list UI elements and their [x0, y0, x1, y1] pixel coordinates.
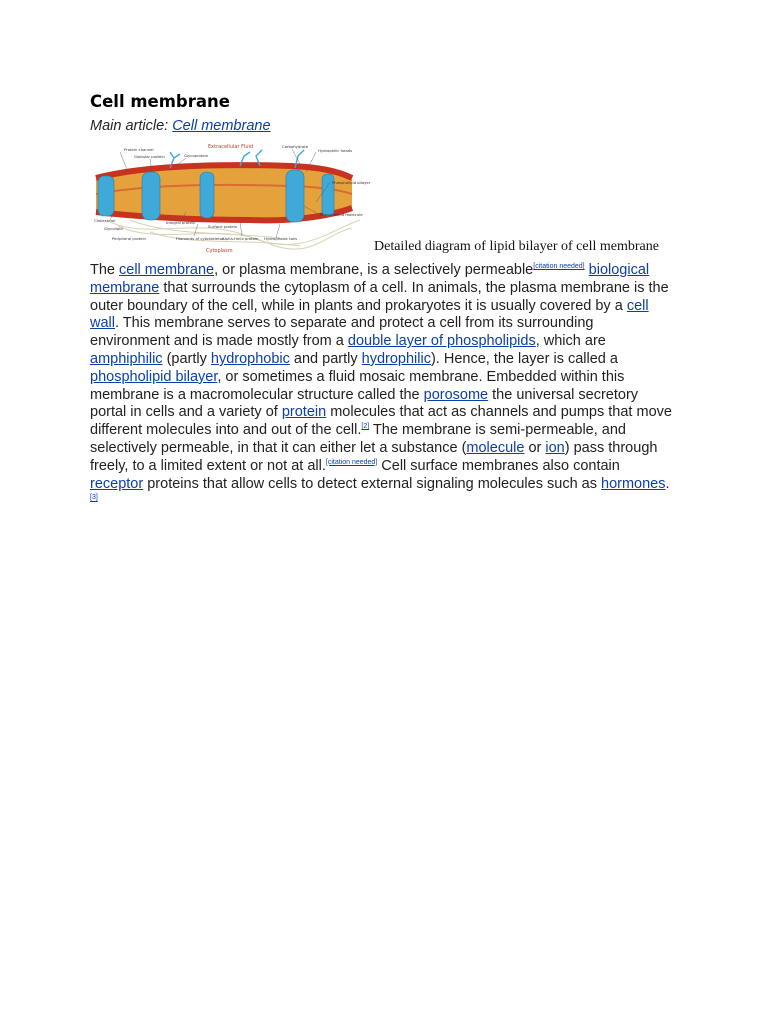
lipid-bilayer-diagram[interactable]	[90, 142, 372, 256]
article-section	[90, 90, 675, 511]
link-biological-membrane[interactable]: biological membrane	[90, 262, 650, 296]
link-protein[interactable]: protein	[281, 404, 327, 421]
citation-3-link[interactable]: [3]	[90, 494, 98, 502]
label-peripheral-protein: Peripheral protein	[112, 236, 146, 241]
text-run: .	[665, 475, 670, 492]
text-run: ). Hence, the layer is called a	[430, 350, 618, 367]
text-run: , or plasma membrane, is a selectively permeable	[214, 262, 534, 278]
link-double-layer-of-phospholipids[interactable]: double layer of phospholipids	[347, 333, 536, 350]
label-carbohydrate: Carbohydrate	[282, 144, 309, 149]
citation-2	[361, 423, 369, 430]
body-paragraph	[90, 262, 675, 511]
text-run: , which are	[535, 333, 606, 350]
text-run: molecules that act as channels and pumps that move different molecules into and out of the cell.	[90, 404, 672, 439]
link-hydrophobic[interactable]: hydrophobic	[210, 350, 290, 367]
link-receptor[interactable]: receptor	[90, 475, 144, 492]
text-run: ) pass through freely, to a limited extent or not at all.	[90, 439, 658, 474]
label-extracellular: Extracellular Fluid	[208, 144, 254, 150]
text-run: and partly	[289, 350, 362, 367]
link-phospholipid-bilayer[interactable]: phospholipid bilayer	[90, 368, 218, 385]
label-globular-protein: Globular protein	[134, 154, 165, 159]
text-run: Cell surface membranes also contain	[377, 457, 620, 474]
text-run: the universal secretory portal in cells and a variety of	[90, 386, 639, 421]
citation-needed	[533, 263, 584, 270]
citation-needed	[326, 459, 377, 466]
text-run: (partly	[162, 350, 211, 367]
hatnote	[90, 116, 675, 136]
citation-2-link[interactable]: [2]	[361, 423, 370, 431]
text-run: that surrounds the cytoplasm of a cell. In animals, the plasma membrane is the outer boundary of the cell, while in plants and prokaryotes it is usually covered by a	[90, 279, 669, 314]
label-hydrophilic-heads: Hydrophilic heads	[318, 148, 353, 153]
label-phospholipid-bilayer: Phospholipid bilayer	[332, 180, 371, 185]
link-cell-membrane[interactable]: cell membrane	[119, 262, 215, 278]
label-glycolipid: Glycolipid	[104, 226, 123, 231]
text-run: or	[524, 439, 546, 456]
link-porosome[interactable]: porosome	[423, 386, 489, 403]
figure-caption: Detailed diagram of lipid bilayer of cell membrane	[374, 239, 659, 254]
label-alpha-helix: Alpha-Helix protein	[222, 236, 259, 241]
text-run: . This membrane serves to separate and protect a cell from its surrounding environment and is made mostly from a	[90, 315, 594, 350]
label-phospholipid-molecule: Phospholipid molecule	[320, 212, 363, 217]
label-surface-protein: Surface protein	[208, 224, 238, 229]
label-cytoplasm: Cytoplasm	[206, 248, 233, 254]
link-hormones[interactable]: hormones	[601, 475, 666, 492]
citation-needed-link[interactable]: [citation needed]	[325, 458, 378, 466]
main-article-link[interactable]: Cell membrane	[172, 118, 271, 134]
text-run: , or sometimes a fluid mosaic membrane. Embedded within this membrane is a macromolecular structure called the	[90, 368, 625, 403]
label-hydrophobic-tails: Hydrophobic tails	[264, 236, 298, 241]
link-molecule[interactable]: molecule	[466, 439, 525, 456]
text-run: proteins that allow cells to detect external signaling molecules such as	[143, 475, 602, 492]
link-amphiphilic[interactable]: amphiphilic	[90, 350, 163, 367]
label-cholesterol: Cholesterol	[94, 218, 116, 223]
hatnote-prefix: Main article:	[90, 118, 173, 134]
citation-3	[90, 495, 98, 502]
link-hydrophilic[interactable]: hydrophilic	[361, 350, 431, 367]
text-run: The membrane is semi-permeable, and selectively permeable, in that it can either let a substance (	[90, 422, 626, 456]
link-cell-wall[interactable]: cell wall	[90, 297, 649, 332]
label-filaments: Filaments of cytoskeleton	[176, 236, 225, 241]
section-heading: Cell membrane	[90, 92, 230, 111]
label-integral-protein: Integral protein	[166, 220, 196, 225]
label-protein-channel: Protein channel	[124, 147, 154, 152]
figure	[90, 142, 675, 256]
link-ion[interactable]: ion	[545, 439, 565, 456]
text-run: The	[90, 262, 120, 278]
label-glycoprotein: Glycoprotein	[184, 153, 209, 158]
citation-needed-link[interactable]: [citation needed]	[533, 263, 585, 271]
